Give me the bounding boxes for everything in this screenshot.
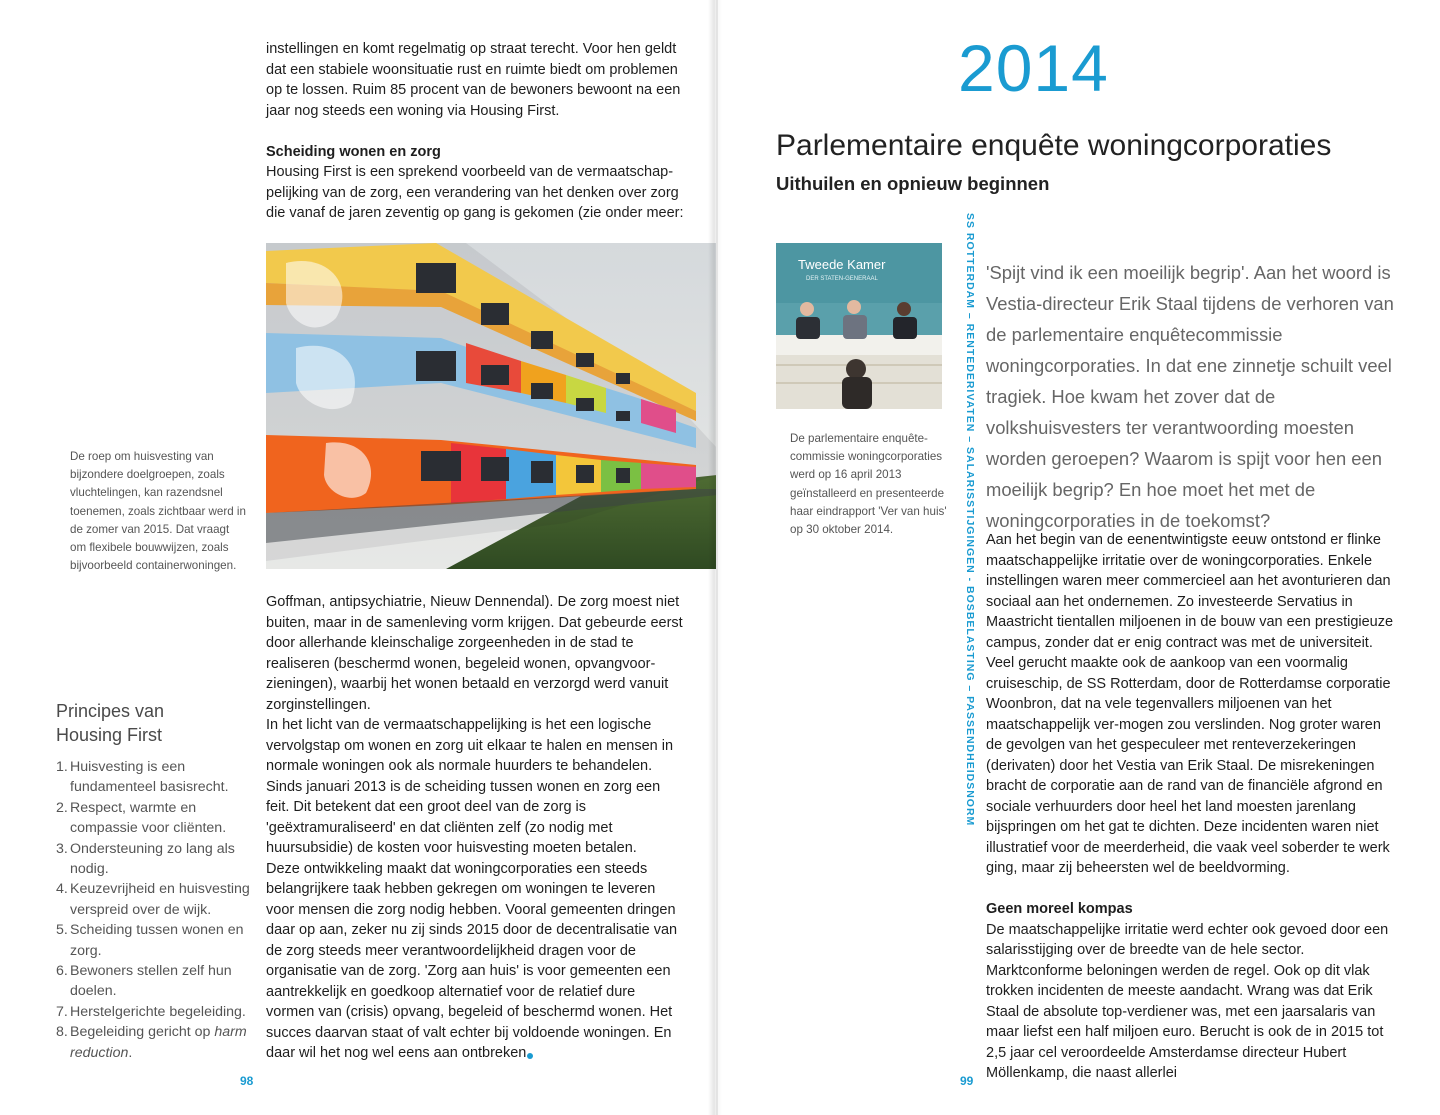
- photo-caption: De roep om huisvesting van bijzondere doelgroepen, zoals vluchtelingen, kan razendsnel toenemen, zoals zichtbaar werd in de zomer van 2015. Dat vraagt om flexibele bouwwijzen, zoals bijvoorbeeld containerwoningen.: [70, 450, 246, 573]
- principle-item: 4. Keuzevrijheid en huisvesting verspreid over de wijk.: [56, 881, 250, 918]
- vertical-keywords: SS ROTTERDAM – RENTEDERIVATEN – SALARISSTIJGINGEN - BOSBELASTING – PASSENDHEIDSNORM: [964, 213, 976, 827]
- paragraph: De maatschappelijke irritatie werd echter ook gevoed door een salarisstijging over de breedte van de hele sector. Marktconforme beloningen werden de regel. Ook op dit vlak trokken incidenten de meeste aandacht. Wrang was dat Erik Staal de absolute top-verdiener was, met een jaarsalaris van maar liefst een half miljoen euro. Berucht is ook de in 2015 tot 2,5 jaar cel veroordeelde Amsterdamse directeur Hubert Möllenkamp, die naast allerlei: [986, 921, 1389, 1081]
- principles-title: [56, 699, 256, 747]
- year-heading: 2014: [958, 31, 1109, 105]
- section-heading: Geen moreel kompas: [986, 901, 1133, 917]
- article-subtitle: Uithuilen en opnieuw beginnen: [776, 173, 1050, 194]
- right-column: [986, 530, 1401, 1084]
- right-page: [718, 0, 1440, 1115]
- left-column-bottom: [266, 592, 686, 1064]
- paragraph: [266, 859, 686, 1064]
- intro-quote: 'Spijt vind ik een moeilijk begrip'. Aan het woord is Vestia-directeur Erik Staal tijdens de verhoren van de parlementaire enquêtecommissie woningcorporaties. In dat ene zinnetje schuilt veel tragiek. Hoe kwam het zover dat de volkshuisvesters ter verantwoording moesten worden geroepen? Waarom is spijt voor hen een moeilijk begrip? En hoe moet het met de woningcorporaties in de toekomst?: [986, 262, 1394, 531]
- principles-list: [56, 757, 256, 1063]
- principles-title-line1: Principes van: [56, 701, 165, 721]
- principles-sidebar: [56, 699, 256, 1063]
- page-number-right: 99: [960, 1074, 974, 1088]
- principle-item: 5. Scheiding tussen wonen en zorg.: [56, 922, 244, 959]
- end-of-article-dot: [527, 1053, 533, 1059]
- principle-item: 6. Bewoners stellen zelf hun doelen.: [56, 963, 232, 1000]
- section-heading: Scheiding wonen en zorg: [266, 143, 441, 160]
- paragraph: Aan het begin van de eenentwintigste eeuw ontstond er flinke maatschappelijke irritatie over de woningcorporaties. Enkele instellingen waren meer commercieel aan het avonturieren dan sociaal aan het ondernemen. Zo investeerde Servatius in Maastricht tientallen miljoenen in de bouw van een prestigieuze campus, zonder dat er enig contract was met de universiteit. Veel gerucht maakte ook de aankoop van een voormalig cruiseschip, de SS Rotterdam, door de Rotterdamse corporatie Woonbron, dat na vele tegenvallers miljoenen van het maatschappelijk ver-mogen zou verslinden. Nog groter waren de gevolgen van het gespeculeer met renteverzekeringen (derivaten) door het Vestia van Erik Staal. De misrekeningen bracht de corporatie aan de rand van de financiële afgrond en sociale verhuurders door heel het land moesten jarenlang bijspringen om het gat te dichten. Deze incidenten waren niet illustratief voor de meerderheid, die vaak veel soberder te werk ging, maar zij beheersten wel de beeldvorming.: [986, 532, 1394, 876]
- photo-sign-subtitle: DER STATEN-GENERAAL: [806, 276, 878, 282]
- paragraph: In het licht van de vermaatschappelijking is het een logische vervolgstap om wonen en zorg uit elkaar te halen en mensen in normale woningen ook als normale huurders te behandelen. Sinds januari 2013 is de scheiding tussen wonen en zorg een feit. Dit betekent dat een groot deel van de zorg is 'geëxtramuraliseerd' en dat cliënten zelf (zo nodig met huursubsidie) de kosten voor huisvesting moeten betalen.: [266, 717, 674, 856]
- paragraph: Goffman, antipsychiatrie, Nieuw Dennendal). De zorg moest niet buiten, maar in de samenleving vorm krijgen. Dat gebeurde eerst door allerhande kleinschalige zorgeenheden in de stad te realiseren (beschermd wonen, begeleid wonen, opvangvoor-zieningen), waarbij het wonen betaald en verzorgd werd vanuit zorginstellingen.: [266, 594, 683, 713]
- page-number-left: 98: [240, 1074, 254, 1088]
- principle-item: 3. Ondersteuning zo lang als nodig.: [56, 840, 235, 878]
- paragraph: instellingen en komt regelmatig op straat terecht. Voor hen geldt dat een stabiele woonsituatie rust en ruimte biedt om problemen op te lossen. Ruim 85 procent van de bewoners bewoont na een jaar nog steeds een woning via Housing First.: [266, 41, 681, 119]
- principle-item: 1. Huisvesting is een fundamenteel basisrecht.: [56, 759, 229, 796]
- paragraph-text: Deze ontwikkeling maakt dat woningcorporaties een steeds belangrijkere taak hebben gekregen om woningen te leveren voor mensen die zorg nodig hebben. Vooral gemeenten dringen daar op aan, zeker nu zij sinds 2015 door de decentralisatie van de zorg steeds meer verantwoordelijkheid dragen voor de organisatie van de zorg. 'Zorg aan huis' is voor gemeenten een aantrekkelijk en goedkoop alternatief voor de relatief dure vormen van (crisis) opvang, begeleid of beschermd wonen. Het succes daarvan staat of valt echter bij voldoende woningen. En daar wil het nog wel eens aan ontbreken: [266, 860, 678, 1061]
- book-gutter: [708, 0, 722, 1115]
- principle-item: 7. Herstelgerichte begeleiding.: [56, 1003, 246, 1020]
- paragraph: Housing First is een sprekend voorbeeld van de vermaatschap-pelijking van de zorg, een verandering van het denken over zorg die vanaf de jaren zeventig op gang is gekomen (zie onder meer:: [266, 164, 684, 221]
- container-housing-photo: [266, 243, 716, 569]
- tweede-kamer-hearing-photo: [776, 243, 942, 409]
- principle-item: 2. Respect, warmte en compassie voor cliënten.: [56, 799, 227, 837]
- article-title: Parlementaire enquête woningcorporaties: [776, 129, 1332, 162]
- photo-sign-title: Tweede Kamer: [798, 257, 886, 272]
- left-page: [0, 0, 716, 1115]
- principle-item: 8. Begeleiding gericht op harm reduction.: [56, 1024, 247, 1061]
- principles-title-line2: Housing First: [56, 725, 163, 745]
- photo-caption: De parlementaire enquête-commissie woningcorporaties werd op 16 april 2013 geïnstalleerd en presenteerde haar eindrapport 'Ver van huis' op 30 oktober 2014.: [790, 432, 947, 537]
- left-column-top: [266, 39, 686, 224]
